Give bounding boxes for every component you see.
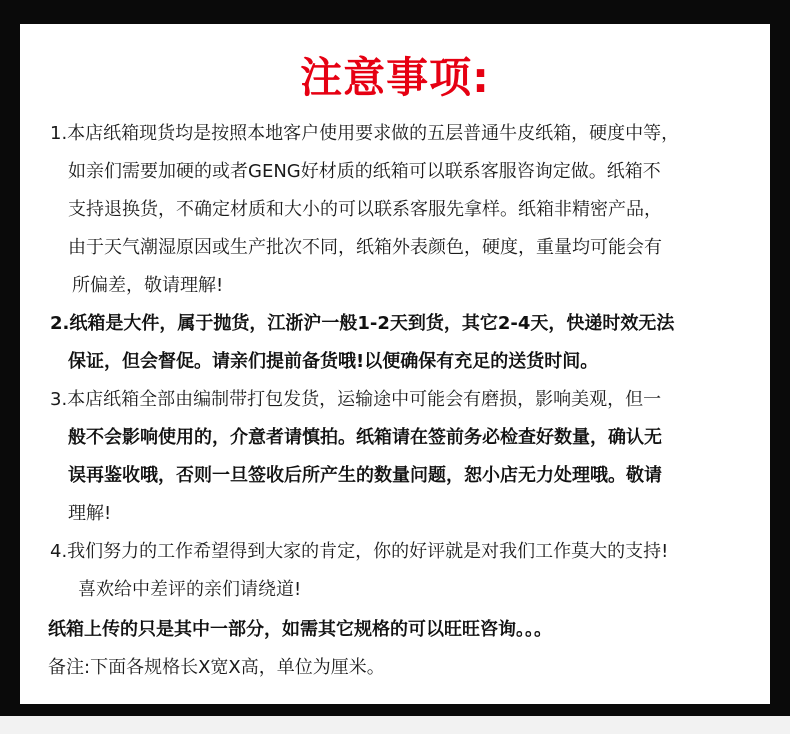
section-3-line-4: 理解! [68,503,112,524]
notice-panel [20,24,770,704]
section-3-line-1: 3.本店纸箱全部由编制带打包发货，运输途中可能会有磨损，影响美观，但一 [50,389,662,410]
section-4-line-1: 4.我们努力的工作希望得到大家的肯定，你的好评就是对我们工作莫大的支持! [50,541,669,562]
note-dimensions: 备注:下面各规格长X宽X高，单位为厘米。 [48,657,385,678]
page-title: 注意事项: [300,53,490,102]
section-4-line-2: 喜欢给中差评的亲们请绕道! [78,579,302,600]
section-1-line-5: 所偏差，敬请理解! [72,275,224,296]
section-3-line-3: 误再鉴收哦，否则一旦签收后所产生的数量问题，恕小店无力处理哦。敬请 [68,465,662,486]
section-1-line-3: 支持退换货，不确定材质和大小的可以联系客服先拿样。纸箱非精密产品， [68,199,662,220]
section-1-line-4: 由于天气潮湿原因或生产批次不同，纸箱外表颜色，硬度，重量均可能会有 [68,237,662,258]
section-2-line-2: 保证，但会督促。请亲们提前备货哦!以便确保有充足的送货时间。 [68,351,599,372]
section-1-line-1: 1.本店纸箱现货均是按照本地客户使用要求做的五层普通牛皮纸箱，硬度中等， [50,123,680,144]
section-1-line-2: 如亲们需要加硬的或者GENG好材质的纸箱可以联系客服咨询定做。纸箱不 [68,161,661,182]
section-3-line-2: 般不会影响使用的，介意者请慎拍。纸箱请在签前务必检查好数量，确认无 [68,427,662,448]
section-2-line-1: 2.纸箱是大件，属于抛货，江浙沪一般1-2天到货，其它2-4天，快递时效无法 [50,313,675,334]
note-other-specs: 纸箱上传的只是其中一部分，如需其它规格的可以旺旺咨询。。。 [48,619,552,640]
